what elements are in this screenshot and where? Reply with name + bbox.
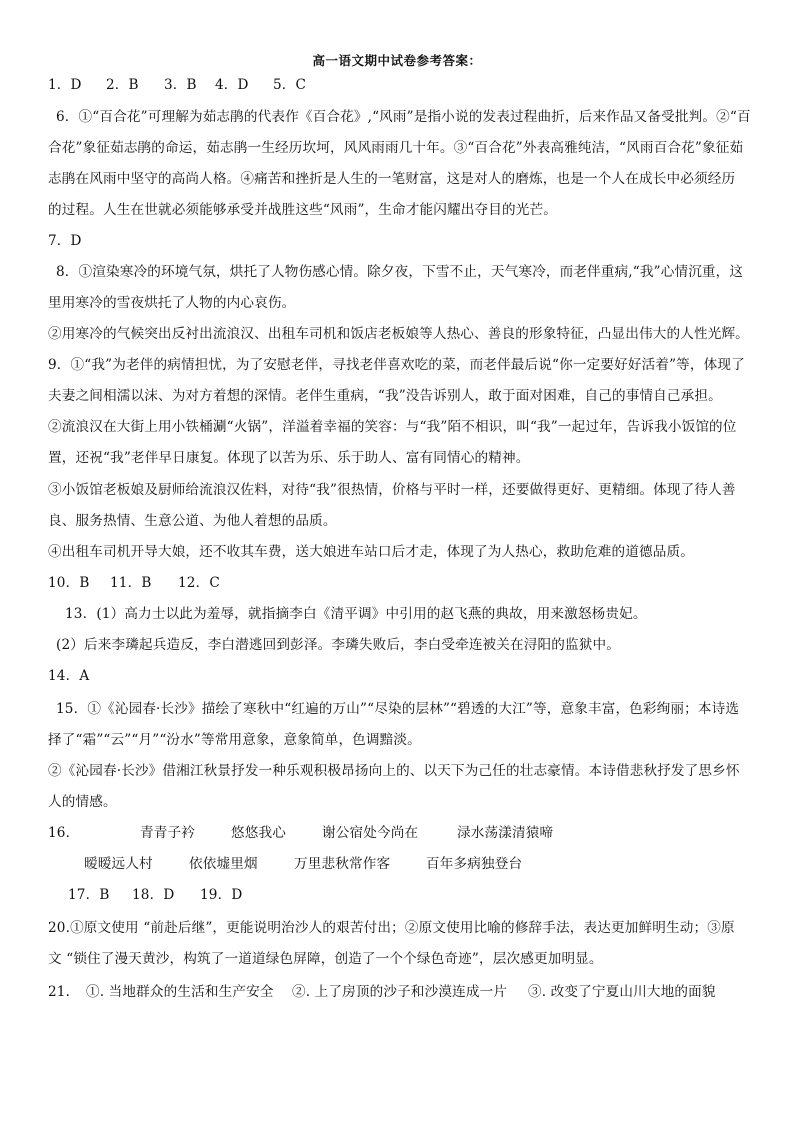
answer-12: 12．C: [178, 575, 220, 591]
q21-row: [48, 983, 748, 1001]
q9-line-7: ④出租车司机开导大娘，还不收其车费，送大娘进车站口后才走，体现了为人热心，救助危难的道德品质。: [48, 544, 694, 560]
answer-7: 7．D: [48, 233, 82, 249]
q8-line-1: 8．①渲染寒冷的环境气氛，烘托了人物伤感心情。除夕夜，下雪不止，天气寒冷，而老伴重病,“我”心情沉重，这: [56, 264, 744, 280]
answer-10: 10．B: [48, 575, 90, 591]
answer-3: 3．B: [164, 77, 197, 93]
q15-line-1: 15．①《沁园春·长沙》描绘了寒秋中“红遍的万山”“尽染的层林”“碧透的大江”等，意象丰富，色彩绚丽；本诗选: [56, 701, 740, 717]
answer-5: 5．C: [273, 77, 307, 93]
q15-line-4: 人的情感。: [48, 794, 117, 810]
answer-18: 18．D: [132, 887, 175, 903]
q9-line-3: ②流浪汉在大街上用小铁桶涮“火锅”，洋溢着幸福的笑容：与“我”陌不相识，叫“我”一起过年，告诉我小饭馆的位: [48, 419, 737, 435]
q16-row-1: [48, 824, 748, 842]
q6-line-2: 合花”象征茹志鹃的命运，茹志鹃一生经历坎坷，风风雨雨几十年。③“百合花”外表高雅纯洁，“风雨百合花”象征茹: [48, 140, 744, 156]
q16-blank-6: 依依墟里烟: [189, 856, 258, 872]
answer-14: 14．A: [48, 668, 90, 684]
answer-1: 1．D: [48, 77, 82, 93]
q15-line-2: 择了“霜”“云”“月”“汾水”等常用意象，意象简单，色调黯淡。: [48, 732, 421, 748]
q6-line-1: 6．①“百合花”可理解为茹志鹃的代表作《百合花》,“风雨”是指小说的发表过程曲折，后来作品又备受批判。②“百: [56, 109, 751, 125]
q6-line-3: 志鹃在风雨中坚守的高尚人格。④痛苦和挫折是人生的一笔财富，这是对人的磨炼，也是一个人在成长中必须经历: [48, 171, 736, 187]
answer-17: 17．B: [68, 887, 110, 903]
q16-blank-4: 渌水荡漾清猿啼: [457, 825, 554, 841]
answer-2: 2．B: [106, 77, 139, 93]
answers-1-5: [48, 76, 748, 94]
page-title: 高一语文期中试卷参考答案：: [312, 53, 482, 68]
q15-line-3: ②《沁园春·长沙》借湘江秋景抒发一种乐观积极昂扬向上的、以天下为己任的壮志豪情。本诗借悲秋抒发了思乡怀: [48, 763, 740, 779]
answers-17-19: [68, 886, 768, 904]
answer-4: 4．D: [215, 77, 249, 93]
q20-line-2: 文 “锁住了漫天黄沙，构筑了一道道绿色屏障，创造了一个个绿色奇迹”，层次感更加明显。: [48, 951, 603, 967]
q21-answer-2: ②. 上了房顶的沙子和沙漠连成一片: [292, 984, 508, 1000]
q21-number: 21.: [48, 984, 71, 1000]
q13-line-1: 13．(1）高力士以此为羞辱，就指摘李白《清平调》中引用的赵飞燕的典故，用来激怒杨贵妃。: [65, 606, 647, 622]
answers-10-12: [48, 574, 748, 592]
q16-number: 16．: [48, 825, 80, 841]
answer-11: 11．B: [110, 575, 152, 591]
q9-line-5: ③小饭馆老板娘及厨师给流浪汉佐料，对待“我”很热情，价格与平时一样，还要做得更好、更精细。体现了待人善: [48, 482, 736, 498]
q16-blank-8: 百年多病独登台: [426, 856, 523, 872]
q21-answer-3: ③. 改变了宁夏山川大地的面貌: [528, 984, 716, 1000]
q16-blank-7: 万里悲秋常作客: [294, 856, 391, 872]
q20-line-1: 20.①原文使用 “前赴后继”，更能说明治沙人的艰苦付出；②原文使用比喻的修辞手法，表达更加鲜明生动；③原: [48, 920, 735, 936]
q16-row-2: [48, 855, 748, 873]
q16-blank-5: 暧暧远人村: [84, 856, 153, 872]
q16-blank-1: 青青子衿: [140, 825, 195, 841]
q9-line-2: 夫妻之间相濡以沫、为对方着想的深情。老伴生重病，“我”没告诉别人，敢于面对困难，自己的事情自己承担。: [48, 388, 722, 404]
q9-line-1: 9．①“我”为老伴的病情担忧，为了安慰老伴，寻找老伴喜欢吃的菜，而老伴最后说“你一定要好好活着”等，体现了: [48, 357, 745, 373]
q13-line-2: (2）后来李璘起兵造反，李白潜逃回到彭泽。李璘失败后，李白受牵连被关在浔阳的监狱中。: [56, 637, 620, 653]
q9-line-4: 置，还祝“我”老伴早日康复。体现了以苦为乐、乐于助人、富有同情心的精神。: [48, 450, 530, 466]
q6-line-4: 的过程。人生在世就必须能够承受并战胜这些“风雨”，生命才能闪耀出夺目的光芒。: [48, 202, 557, 218]
q9-line-6: 良、服务热情、生意公道、为他人着想的品质。: [48, 513, 337, 529]
q8-line-3: ②用寒冷的气候突出反衬出流浪汉、出租车司机和饭店老板娘等人热心、善良的形象特征，凸显出伟大的人性光辉。: [48, 326, 749, 342]
answer-19: 19．D: [200, 887, 243, 903]
q8-line-2: 里用寒冷的雪夜烘托了人物的内心哀伤。: [48, 295, 296, 311]
q21-answer-1: ①. 当地群众的生活和生产安全: [86, 984, 274, 1000]
q16-blank-2: 悠悠我心: [231, 825, 286, 841]
q16-blank-3: 谢公宿处今尚在: [322, 825, 419, 841]
